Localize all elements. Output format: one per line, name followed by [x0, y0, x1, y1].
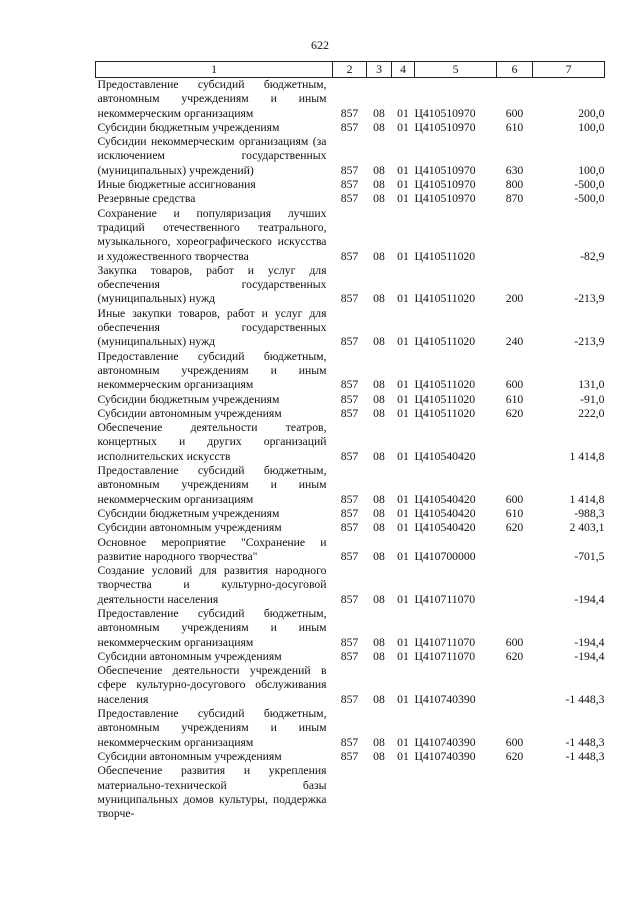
expense-type-code — [497, 536, 533, 565]
section-code — [367, 764, 392, 821]
row-name: Создание условий для развития народного творчества и культурно-досуговой деятельности населения — [97, 564, 327, 606]
row-name: Субсидии бюджетным учреждениям — [97, 506, 280, 520]
row-name: Субсидии некоммерческим организациям (за исключением государственных (муниципальных) учреждений) — [97, 135, 327, 177]
amount: -1 448,3 — [565, 749, 605, 763]
amount: -701,5 — [574, 549, 605, 563]
expense-type-code: 600 — [505, 735, 524, 749]
table-row — [96, 421, 605, 464]
subsection-code: 01 — [397, 506, 409, 520]
ministry-code: 857 — [340, 163, 359, 177]
column-header: 1 — [96, 62, 333, 78]
amount: 1 414,8 — [569, 492, 605, 506]
subsection-code: 01 — [397, 392, 409, 406]
amount: -500,0 — [574, 192, 605, 206]
section-code: 08 — [373, 749, 385, 763]
amount: 100,0 — [578, 163, 605, 177]
row-name: Обеспечение деятельности театров, концертных и других организаций исполнительских искусств — [97, 421, 327, 463]
amount: -500,0 — [574, 178, 605, 192]
ministry-code: 857 — [340, 749, 359, 763]
expense-type-code — [497, 564, 533, 607]
row-name: Обеспечение развития и укрепления материально-технической базы муниципальных домов культуры, поддержка творче- — [97, 764, 327, 821]
expense-type-code: 870 — [505, 192, 524, 206]
section-code: 08 — [373, 592, 385, 606]
ministry-code: 857 — [340, 249, 359, 263]
column-header: 7 — [533, 62, 605, 78]
row-name: Субсидии автономным учреждениям — [97, 406, 282, 420]
ministry-code: 857 — [340, 635, 359, 649]
ministry-code: 857 — [340, 378, 359, 392]
expense-type-code: 620 — [505, 649, 524, 663]
target-article-code: Ц410711070 — [414, 649, 476, 663]
table-row — [96, 192, 605, 206]
expense-type-code: 620 — [505, 521, 524, 535]
ministry-code: 857 — [340, 506, 359, 520]
expense-type-code — [497, 207, 533, 264]
target-article-code: Ц410510970 — [414, 163, 476, 177]
amount: 1 414,8 — [569, 449, 605, 463]
subsection-code: 01 — [397, 120, 409, 134]
subsection-code: 01 — [397, 106, 409, 120]
row-name: Иные закупки товаров, работ и услуг для обеспечения государственных (муниципальных) нужд — [97, 306, 327, 349]
expense-type-code: 800 — [505, 178, 524, 192]
subsection-code: 01 — [397, 178, 409, 192]
expense-type-code — [497, 764, 533, 821]
section-code: 08 — [373, 120, 385, 134]
amount: 131,0 — [578, 378, 605, 392]
section-code: 08 — [373, 635, 385, 649]
target-article-code: Ц410510970 — [414, 106, 476, 120]
target-article-code: Ц410511020 — [414, 378, 476, 392]
page-number: 622 — [311, 38, 329, 52]
table-row — [96, 407, 605, 421]
row-name: Резервные средства — [97, 192, 196, 206]
row-name: Субсидии бюджетным учреждениям — [97, 120, 280, 134]
section-code: 08 — [373, 335, 385, 349]
target-article-code: Ц410740390 — [414, 692, 476, 706]
amount: -194,4 — [574, 592, 605, 606]
table-row — [96, 707, 605, 750]
table-row — [96, 307, 605, 350]
amount: 2 403,1 — [569, 521, 605, 535]
ministry-code: 857 — [340, 449, 359, 463]
subsection-code: 01 — [397, 592, 409, 606]
amount: -1 448,3 — [565, 692, 605, 706]
target-article-code: Ц410540420 — [414, 521, 476, 535]
ministry-code: 857 — [340, 406, 359, 420]
subsection-code: 01 — [397, 163, 409, 177]
target-article-code: Ц410510970 — [414, 192, 476, 206]
amount: -1 448,3 — [565, 735, 605, 749]
amount — [533, 764, 605, 821]
row-name: Субсидии автономным учреждениям — [97, 649, 282, 663]
target-article-code: Ц410511020 — [414, 249, 476, 263]
row-name: Иные бюджетные ассигнования — [97, 178, 256, 192]
table-row — [96, 664, 605, 707]
table-row — [96, 78, 605, 121]
expense-type-code — [497, 664, 533, 707]
table-body — [96, 78, 605, 822]
subsection-code: 01 — [397, 692, 409, 706]
section-code: 08 — [373, 106, 385, 120]
expense-type-code: 600 — [505, 378, 524, 392]
column-header: 4 — [392, 62, 415, 78]
target-article-code: Ц410711070 — [414, 592, 476, 606]
section-code: 08 — [373, 735, 385, 749]
subsection-code: 01 — [397, 521, 409, 535]
ministry-code — [333, 764, 367, 821]
expense-type-code: 610 — [505, 392, 524, 406]
section-code: 08 — [373, 649, 385, 663]
column-header: 5 — [415, 62, 497, 78]
target-article-code: Ц410711070 — [414, 635, 476, 649]
expense-type-code — [497, 421, 533, 464]
amount: -194,4 — [574, 649, 605, 663]
row-name: Субсидии бюджетным учреждениям — [97, 392, 280, 406]
ministry-code: 857 — [340, 549, 359, 563]
subsection-code: 01 — [397, 292, 409, 306]
table-header — [96, 62, 605, 78]
section-code: 08 — [373, 392, 385, 406]
section-code: 08 — [373, 492, 385, 506]
target-article-code: Ц410540420 — [414, 449, 476, 463]
amount: -91,0 — [580, 392, 605, 406]
target-article-code: Ц410540420 — [414, 492, 476, 506]
table-row — [96, 264, 605, 307]
table-row — [96, 607, 605, 650]
section-code: 08 — [373, 249, 385, 263]
subsection-code: 01 — [397, 649, 409, 663]
table-row — [96, 764, 605, 821]
ministry-code: 857 — [340, 735, 359, 749]
ministry-code: 857 — [340, 335, 359, 349]
section-code: 08 — [373, 406, 385, 420]
expense-type-code: 240 — [505, 335, 524, 349]
row-name: Обеспечение деятельности учреждений в сфере культурно-досугового обслуживания населения — [97, 664, 327, 706]
subsection-code: 01 — [397, 449, 409, 463]
target-article-code: Ц410740390 — [414, 735, 476, 749]
subsection-code — [392, 764, 415, 821]
expense-type-code: 630 — [505, 163, 524, 177]
expense-type-code: 620 — [505, 749, 524, 763]
section-code: 08 — [373, 521, 385, 535]
ministry-code: 857 — [340, 192, 359, 206]
subsection-code: 01 — [397, 549, 409, 563]
row-name: Субсидии автономным учреждениям — [97, 521, 282, 535]
section-code: 08 — [373, 692, 385, 706]
section-code: 08 — [373, 292, 385, 306]
target-article-code: Ц410510970 — [414, 120, 476, 134]
amount: -82,9 — [580, 249, 605, 263]
target-article-code: Ц410510970 — [414, 178, 476, 192]
expense-type-code: 600 — [505, 492, 524, 506]
target-article-code: Ц410511020 — [414, 335, 476, 349]
ministry-code: 857 — [340, 492, 359, 506]
table-row — [96, 750, 605, 764]
table-row — [96, 350, 605, 393]
amount: 200,0 — [578, 106, 605, 120]
expense-type-code: 200 — [505, 292, 524, 306]
column-header: 2 — [333, 62, 367, 78]
subsection-code: 01 — [397, 335, 409, 349]
column-header: 6 — [497, 62, 533, 78]
row-name: Предоставление субсидий бюджетным, автономным учреждениям и иным некоммерческим организациям — [97, 464, 327, 506]
expense-type-code: 600 — [505, 635, 524, 649]
target-article-code: Ц410540420 — [414, 506, 476, 520]
amount: 100,0 — [578, 120, 605, 134]
subsection-code: 01 — [397, 406, 409, 420]
row-name: Основное мероприятие "Сохранение и развитие народного творчества" — [97, 535, 327, 563]
table-row — [96, 536, 605, 565]
subsection-code: 01 — [397, 378, 409, 392]
row-name: Предоставление субсидий бюджетным, автономным учреждениям и иным некоммерческим организациям — [97, 606, 327, 649]
header-row — [96, 62, 605, 78]
row-name: Сохранение и популяризация лучших традиций отечественного театрального, музыкального, хореографического искусства и художественного творчества — [97, 206, 327, 263]
column-header: 3 — [367, 62, 392, 78]
ministry-code: 857 — [340, 120, 359, 134]
subsection-code: 01 — [397, 735, 409, 749]
row-name: Субсидии автономным учреждениям — [97, 749, 282, 763]
section-code: 08 — [373, 549, 385, 563]
amount: -213,9 — [574, 292, 605, 306]
row-name: Предоставление субсидий бюджетным, автономным учреждениям и иным некоммерческим организациям — [97, 707, 327, 749]
table-row — [96, 135, 605, 178]
budget-table — [95, 61, 605, 821]
row-name: Закупка товаров, работ и услуг для обеспечения государственных (муниципальных) нужд — [97, 263, 327, 306]
section-code: 08 — [373, 192, 385, 206]
row-name: Предоставление субсидий бюджетным, автономным учреждениям и иным некоммерческим организациям — [97, 78, 327, 120]
ministry-code: 857 — [340, 178, 359, 192]
amount: -194,4 — [574, 635, 605, 649]
ministry-code: 857 — [340, 692, 359, 706]
table-row — [96, 393, 605, 407]
expense-type-code: 610 — [505, 120, 524, 134]
subsection-code: 01 — [397, 749, 409, 763]
table-row — [96, 464, 605, 507]
table-row — [96, 564, 605, 607]
target-article-code: Ц410740390 — [414, 749, 476, 763]
target-article-code — [415, 764, 497, 821]
table-row — [96, 650, 605, 664]
target-article-code: Ц410511020 — [414, 406, 476, 420]
subsection-code: 01 — [397, 249, 409, 263]
amount: 222,0 — [578, 406, 605, 420]
target-article-code: Ц410511020 — [414, 292, 476, 306]
ministry-code: 857 — [340, 592, 359, 606]
amount: -988,3 — [574, 506, 605, 520]
expense-type-code: 600 — [505, 106, 524, 120]
ministry-code: 857 — [340, 521, 359, 535]
section-code: 08 — [373, 178, 385, 192]
table-row — [96, 521, 605, 535]
section-code: 08 — [373, 506, 385, 520]
ministry-code: 857 — [340, 292, 359, 306]
subsection-code: 01 — [397, 192, 409, 206]
expense-type-code: 610 — [505, 506, 524, 520]
section-code: 08 — [373, 449, 385, 463]
table-row — [96, 507, 605, 521]
table-row — [96, 207, 605, 264]
table-row — [96, 178, 605, 192]
amount: -213,9 — [574, 335, 605, 349]
table-row — [96, 121, 605, 135]
subsection-code: 01 — [397, 635, 409, 649]
ministry-code: 857 — [340, 106, 359, 120]
expense-type-code: 620 — [505, 406, 524, 420]
section-code: 08 — [373, 378, 385, 392]
section-code: 08 — [373, 163, 385, 177]
subsection-code: 01 — [397, 492, 409, 506]
target-article-code: Ц410700000 — [414, 549, 476, 563]
ministry-code: 857 — [340, 649, 359, 663]
row-name: Предоставление субсидий бюджетным, автономным учреждениям и иным некоммерческим организациям — [97, 349, 327, 392]
target-article-code: Ц410511020 — [414, 392, 476, 406]
ministry-code: 857 — [340, 392, 359, 406]
